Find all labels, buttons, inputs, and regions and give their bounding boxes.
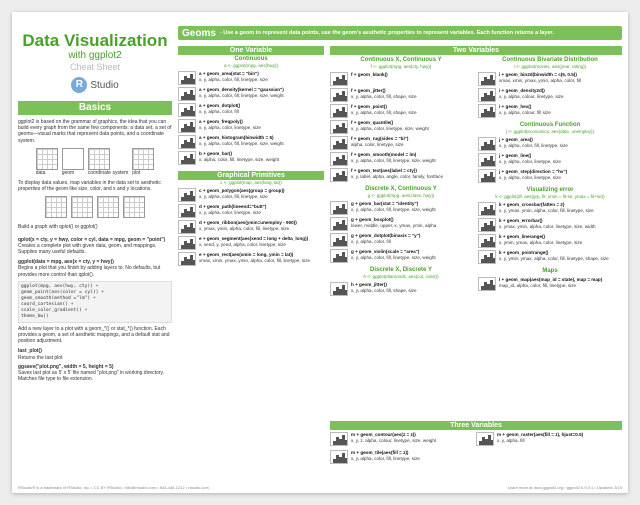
geom-thumbnail-icon bbox=[178, 204, 196, 218]
geom-thumbnail-icon bbox=[330, 450, 348, 464]
geom-thumbnail-icon bbox=[178, 252, 196, 266]
geom-function: m + geom_tile(aes(fill = z)) bbox=[351, 450, 409, 455]
geom-function: m + geom_raster(aes(fill = z), hjust=0.5) bbox=[497, 432, 584, 437]
three-variable-column bbox=[330, 418, 622, 466]
cxcy-heading: Continuous X, Continuous Y bbox=[360, 57, 442, 63]
geom-thumbnail-icon bbox=[330, 217, 348, 231]
geom-aesthetics: alpha, color, linetype, size bbox=[351, 141, 404, 147]
geom-thumbnail-icon bbox=[178, 220, 196, 234]
geom-aesthetics: x, y, alpha, color, fill bbox=[351, 238, 391, 244]
footer-right: Learn more at docs.ggplot2.org • ggplot2 0.9.3.1 • Updated: 3/15 bbox=[507, 485, 622, 490]
geom-function: k + geom_linerange() bbox=[499, 234, 546, 239]
geom-function: a + geom_histogram(binwidth = 5) bbox=[199, 135, 274, 140]
geom-item bbox=[330, 88, 472, 102]
error-sub: k <- ggplot(df, aes(grp, fit, ymin = fit-se, ymax = fit+se)) bbox=[495, 194, 605, 199]
geom-item bbox=[178, 151, 324, 165]
geom-function: b + geom_bar() bbox=[199, 151, 233, 156]
geom-aesthetics: x, y, alpha, color, linetype, size bbox=[199, 124, 261, 130]
geom-thumbnail-icon bbox=[178, 188, 196, 202]
geom-thumbnail-icon bbox=[478, 88, 496, 102]
geom-aesthetics: x, y, alpha, color, fill, shape, size bbox=[351, 93, 417, 99]
geom-function: i + geom_bin2d(binwidth = c(5, 0.5)) bbox=[499, 72, 577, 77]
geom-function: f + geom_jitter() bbox=[351, 88, 386, 93]
geom-aesthetics: x, y, alpha, colour, linetype, size bbox=[499, 93, 564, 99]
geom-item bbox=[330, 136, 472, 150]
bivariate-sub: i <- ggplot(movies, aes(year, rating)) bbox=[513, 64, 587, 69]
geom-thumbnail-icon bbox=[330, 201, 348, 215]
geom-item bbox=[478, 250, 622, 264]
geom-item bbox=[178, 252, 324, 266]
geom-aesthetics: x, y, alpha, color, fill, shape, size bbox=[351, 287, 417, 293]
geom-function: l + geom_map(aes(map_id = state), map = map) bbox=[499, 277, 603, 282]
error-heading: Visualizing error bbox=[526, 187, 574, 193]
geom-thumbnail-icon bbox=[330, 72, 348, 86]
basics-heading: Basics bbox=[18, 101, 172, 115]
geom-thumbnail-icon bbox=[476, 432, 494, 446]
geom-item bbox=[330, 432, 468, 446]
geom-item bbox=[478, 104, 622, 118]
fig-data: data bbox=[36, 148, 58, 176]
geom-thumbnail-icon bbox=[330, 88, 348, 102]
cheat-sheet-label: Cheat Sheet bbox=[69, 62, 121, 72]
one-variable-list bbox=[178, 71, 324, 165]
maps-heading: Maps bbox=[542, 268, 558, 274]
geom-item bbox=[178, 71, 324, 85]
qplot-desc: Creates a complete plot with given data, geom, and mappings. Supplies many useful defaults. bbox=[18, 242, 157, 256]
geom-aesthetics: x, y, ymin, ymax, alpha, color, fill, linetype, shape, size bbox=[499, 255, 609, 261]
bivariate-heading: Continuous Bivariate Distribution bbox=[502, 57, 598, 63]
geom-aesthetics: map_id, alpha, color, fill, linetype, size bbox=[499, 282, 577, 288]
geom-thumbnail-icon bbox=[330, 120, 348, 134]
geom-function: g + geom_dotplot(binaxis = "y") bbox=[351, 233, 421, 238]
footer bbox=[18, 485, 622, 490]
layer-note: Add a new layer to a plot with a geom_*() or stat_*() function. Each provides a geom, a set of aesthetic mappings, and a default stat and position adjustment. bbox=[18, 325, 170, 345]
geom-function: m + geom_contour(aes(z = z)) bbox=[351, 432, 416, 437]
continuous-heading: Continuous bbox=[234, 56, 268, 62]
geom-aesthetics: x, y, alpha, color, linetype, size, weight bbox=[351, 125, 429, 131]
geom-item bbox=[476, 432, 614, 446]
geom-item bbox=[478, 218, 622, 232]
basics-intro: ggplot2 is based on the grammar of graphics, the idea that you can build every graph from the same few components: a data set, a set of geoms—visual marks that represent data points, and a coordinate system. bbox=[18, 119, 172, 144]
geom-aesthetics: x, y, alpha, color, linetype, size bbox=[199, 209, 261, 215]
last-plot-call: last_plot() bbox=[18, 348, 42, 355]
geom-item bbox=[178, 135, 324, 149]
geom-function: e + geom_rect(aes(xmin = long, ymin = lat)) bbox=[199, 252, 294, 257]
geom-item bbox=[478, 202, 622, 216]
geom-function: g + geom_bar(stat = "identity") bbox=[351, 201, 419, 206]
geom-function: a + geom_dotplot() bbox=[199, 103, 241, 108]
geom-item bbox=[330, 104, 472, 118]
cxcy-sub: f <- ggplot(mpg, aes(cty, hwy)) bbox=[370, 64, 432, 69]
left-column bbox=[18, 18, 172, 486]
geom-aesthetics: x, y, ymax, ymin, alpha, color, fill, linetype, size bbox=[499, 207, 594, 213]
geom-item bbox=[478, 169, 622, 183]
geom-aesthetics: x, y, alpha, color, fill, linetype, size, weight bbox=[351, 254, 436, 260]
r-logo-icon: R bbox=[71, 77, 87, 93]
geom-thumbnail-icon bbox=[330, 432, 348, 446]
function-list bbox=[478, 137, 622, 183]
geom-item bbox=[330, 201, 472, 215]
geom-item bbox=[478, 153, 622, 167]
geom-thumbnail-icon bbox=[330, 233, 348, 247]
geom-item bbox=[178, 103, 324, 117]
geom-thumbnail-icon bbox=[178, 103, 196, 117]
geom-function: g + geom_boxplot() bbox=[351, 217, 394, 222]
geom-aesthetics: x, y, alpha, colour, fill size bbox=[499, 109, 551, 115]
page-title: Data Visualization bbox=[22, 31, 168, 50]
geom-aesthetics: xmax, xmin, ymax, ymin, alpha, color, fill, linetype, size bbox=[199, 257, 311, 263]
geom-function: i + geom_hex() bbox=[499, 104, 532, 109]
last-plot-desc: Returns the last plot bbox=[18, 354, 63, 361]
bivariate-list bbox=[478, 72, 622, 118]
geom-function: c + geom_polygon(aes(group = group)) bbox=[199, 188, 285, 193]
fig-geom: geom bbox=[62, 148, 84, 176]
geom-thumbnail-icon bbox=[330, 168, 348, 182]
geoms-section bbox=[178, 26, 622, 486]
logo-text: Studio bbox=[90, 79, 119, 91]
geom-aesthetics: x, y, alpha, color, fill, linetype, size, weight bbox=[199, 92, 284, 98]
geom-aesthetics: x, ymax, ymin, alpha, color, fill, linetype, size bbox=[199, 225, 290, 231]
geom-function: i + geom_density2d() bbox=[499, 88, 545, 93]
geom-item bbox=[330, 282, 472, 296]
two-variable-heading: Two Variables bbox=[330, 46, 622, 55]
geom-thumbnail-icon bbox=[478, 234, 496, 248]
footer-left: RStudio® is a trademark of RStudio, Inc. • CC BY RStudio • info@rstudio.com • 844-448-1212 • rstudio.com bbox=[18, 485, 209, 490]
function-heading: Continuous Function bbox=[519, 122, 581, 128]
graphical-sub: c <- ggplot(map, aes(long, lat)) bbox=[220, 180, 282, 185]
page-subtitle: with ggplot2 bbox=[68, 50, 122, 61]
geom-thumbnail-icon bbox=[178, 135, 196, 149]
geom-function: j + geom_area() bbox=[499, 137, 533, 142]
rstudio-logo bbox=[18, 77, 172, 93]
qplot-call: qplot(x = cty, y = hwy, color = cyl, data = mpg, geom = "point") bbox=[18, 236, 166, 243]
ggsave-desc: Saves last plot as 5' x 5' file named "plot.png" in working directory. Matches file type to file extension. bbox=[18, 370, 164, 383]
geom-thumbnail-icon bbox=[478, 104, 496, 118]
geom-item bbox=[330, 72, 472, 86]
geom-aesthetics: x, ymax, ymin, alpha, color, linetype, size, width bbox=[499, 223, 596, 229]
ggplot-desc: Begins a plot that you finish by adding layers to. No defaults, but provides more control than qplot(). bbox=[18, 265, 161, 278]
geom-item bbox=[178, 204, 324, 218]
three-variable-list bbox=[330, 430, 622, 466]
geom-thumbnail-icon bbox=[330, 104, 348, 118]
geom-aesthetics: x, y, label, alpha, angle, color, family, fontface bbox=[351, 173, 444, 179]
geom-thumbnail-icon bbox=[178, 236, 196, 250]
fig-coord: coordinate system bbox=[88, 148, 129, 176]
geom-thumbnail-icon bbox=[478, 72, 496, 86]
geom-function: a + geom_density(kernel = "gaussian") bbox=[199, 87, 284, 92]
geom-aesthetics: x, y, alpha, color, linetype, size bbox=[499, 158, 561, 164]
geom-thumbnail-icon bbox=[478, 137, 496, 151]
geom-thumbnail-icon bbox=[330, 249, 348, 263]
three-variable-heading: Three Variables bbox=[330, 421, 622, 430]
geom-thumbnail-icon bbox=[178, 119, 196, 133]
geom-function: f + geom_point() bbox=[351, 104, 387, 109]
geom-item bbox=[478, 137, 622, 151]
geom-function: d + geom_ribbon(aes(ymin=unemploy - 900)) bbox=[199, 220, 297, 225]
geom-thumbnail-icon bbox=[330, 136, 348, 150]
geom-item bbox=[478, 277, 622, 291]
geom-thumbnail-icon bbox=[330, 152, 348, 166]
function-sub: j <- ggplot(economics, aes(date, unemploy)) bbox=[506, 129, 594, 134]
geom-function: a + geom_area(stat = "bin") bbox=[199, 71, 259, 76]
dxdy-sub: h <- ggplot(diamonds, aes(cut, color)) bbox=[363, 274, 439, 279]
build-text: Build a graph with qplot() or ggplot() bbox=[18, 224, 98, 231]
geom-aesthetics: x, y, alpha, color, fill, linetype, size, weight bbox=[199, 140, 284, 146]
geom-thumbnail-icon bbox=[178, 71, 196, 85]
geom-thumbnail-icon bbox=[478, 250, 496, 264]
geom-thumbnail-icon bbox=[178, 87, 196, 101]
geom-aesthetics: x, y, alpha, color, linetype, size bbox=[499, 174, 561, 180]
geom-item bbox=[330, 249, 472, 263]
graphical-heading: Graphical Primitives bbox=[178, 171, 324, 180]
geom-aesthetics: x, y, alpha, color, fill, shape, size bbox=[351, 109, 417, 115]
geom-function: e + geom_segment(aes(xend = long + delta_long)) bbox=[199, 236, 309, 241]
aesthetics-figure bbox=[18, 196, 172, 218]
geom-item bbox=[178, 188, 324, 202]
geom-item bbox=[178, 87, 324, 101]
geom-thumbnail-icon bbox=[478, 218, 496, 232]
grammar-figure bbox=[18, 148, 172, 176]
geom-aesthetics: x, y, alpha, color, fill, linetype, size, weight bbox=[351, 157, 436, 163]
geom-thumbnail-icon bbox=[178, 151, 196, 165]
geom-thumbnail-icon bbox=[478, 202, 496, 216]
geom-item bbox=[330, 120, 472, 134]
geoms-heading: Geoms - Use a geom to represent data points, use the geom's aesthetic properties to represent variables. Each function returns a layer. bbox=[178, 26, 622, 40]
ggplot-call: ggplot(data = mpg, aes(x = cty, y = hwy)) bbox=[18, 259, 114, 266]
two-var-left bbox=[330, 56, 472, 298]
geom-function: k + geom_crossbar(fatten = 2) bbox=[499, 202, 565, 207]
geom-function: f + geom_text(aes(label = cty)) bbox=[351, 168, 417, 173]
geom-item bbox=[330, 233, 472, 247]
cxcy-list bbox=[330, 72, 472, 182]
geom-function: j + geom_line() bbox=[499, 153, 532, 158]
geom-aesthetics: lower, middle, upper, x, ymax, ymin, alpha bbox=[351, 222, 437, 228]
maps-list bbox=[478, 277, 622, 291]
dxdy-heading: Discrete X, Discrete Y bbox=[370, 267, 432, 273]
geom-function: g + geom_violin(scale = "area") bbox=[351, 249, 420, 254]
geom-item bbox=[478, 234, 622, 248]
geom-aesthetics: xmax, xmin, ymax, ymin, alpha, color, fill bbox=[499, 77, 581, 83]
ggsave-call: ggsave("plot.png", width = 5, height = 5) bbox=[18, 363, 114, 370]
dxcy-list bbox=[330, 201, 472, 263]
geom-function: f + geom_smooth(model = lm) bbox=[351, 152, 417, 157]
geom-item bbox=[330, 152, 472, 166]
geom-aesthetics: x, ymin, ymax, alpha, color, linetype, size bbox=[499, 239, 583, 245]
geom-item bbox=[330, 217, 472, 231]
geom-function: f + geom_rug(sides = "bl") bbox=[351, 136, 409, 141]
continuous-sub: a <- ggplot(mpg, aes(hwy)) bbox=[224, 63, 278, 68]
geom-aesthetics: x, y, alpha, color, fill, linetype, size bbox=[351, 455, 420, 461]
geom-function: f + geom_blank() bbox=[351, 72, 388, 77]
geom-aesthetics: x, y, alpha, color, fill, linetype, size bbox=[199, 76, 268, 82]
geom-thumbnail-icon bbox=[478, 277, 496, 291]
geom-item bbox=[178, 236, 324, 250]
two-variable-column bbox=[330, 43, 622, 55]
one-variable-heading: One Variable bbox=[178, 46, 324, 55]
geom-item bbox=[178, 220, 324, 234]
geom-aesthetics: x, y, z, alpha, colour, linetype, size, weight bbox=[351, 437, 437, 443]
geom-function: k + geom_pointrange() bbox=[499, 250, 549, 255]
primitives-list bbox=[178, 188, 324, 266]
geom-item bbox=[478, 88, 622, 102]
geom-aesthetics: x, y, alpha, fill bbox=[497, 437, 525, 443]
geom-aesthetics: x, y, alpha, color, fill, linetype, size, weight bbox=[351, 206, 436, 212]
geom-thumbnail-icon bbox=[478, 169, 496, 183]
geom-item bbox=[478, 72, 622, 86]
geom-aesthetics: x, alpha, color, fill, linetype, size, weight bbox=[199, 156, 280, 162]
geom-aesthetics: x, xend, y, yend, alpha, color, linetype, size bbox=[199, 241, 286, 247]
one-variable-column bbox=[178, 43, 324, 268]
error-list bbox=[478, 202, 622, 264]
geom-item bbox=[178, 119, 324, 133]
geom-aesthetics: x, y, alpha, color, fill bbox=[199, 108, 239, 114]
geom-aesthetics: x, y, alpha, color, fill, linetype, size bbox=[199, 193, 268, 199]
geom-function: f + geom_quantile() bbox=[351, 120, 394, 125]
geom-item bbox=[330, 168, 472, 182]
geom-aesthetics: x, y, alpha, color, fill, linetype, size bbox=[499, 142, 568, 148]
two-var-right bbox=[478, 56, 622, 293]
geom-thumbnail-icon bbox=[478, 153, 496, 167]
aesthetics-text: To display data values, map variables in the data set to aesthetic properties of the geom like size, color, and x and y locations. bbox=[18, 180, 161, 193]
dxdy-list bbox=[330, 282, 472, 296]
fig-plot: plot bbox=[132, 148, 154, 176]
dxcy-sub: g <- ggplot(mpg, aes(class, hwy)) bbox=[367, 193, 435, 198]
cheat-sheet bbox=[12, 12, 628, 493]
dxcy-heading: Discrete X, Continuous Y bbox=[365, 186, 437, 192]
geom-function: h + geom_jitter() bbox=[351, 282, 387, 287]
geom-function: a + geom_freqpoly() bbox=[199, 119, 243, 124]
geom-function: d + geom_path(lineend="butt") bbox=[199, 204, 267, 209]
example-code: ggplot(mpg, aes(hwy, cty)) + geom_point(aes(color = cyl)) + geom_smooth(method ="lm") + coord_cartesian() + scale_color_gradient() + theme_bw() bbox=[18, 281, 172, 323]
geom-thumbnail-icon bbox=[330, 282, 348, 296]
geom-function: k + geom_errorbar() bbox=[499, 218, 543, 223]
geom-function: j + geom_step(direction = "hv") bbox=[499, 169, 568, 174]
geom-item bbox=[330, 450, 468, 464]
